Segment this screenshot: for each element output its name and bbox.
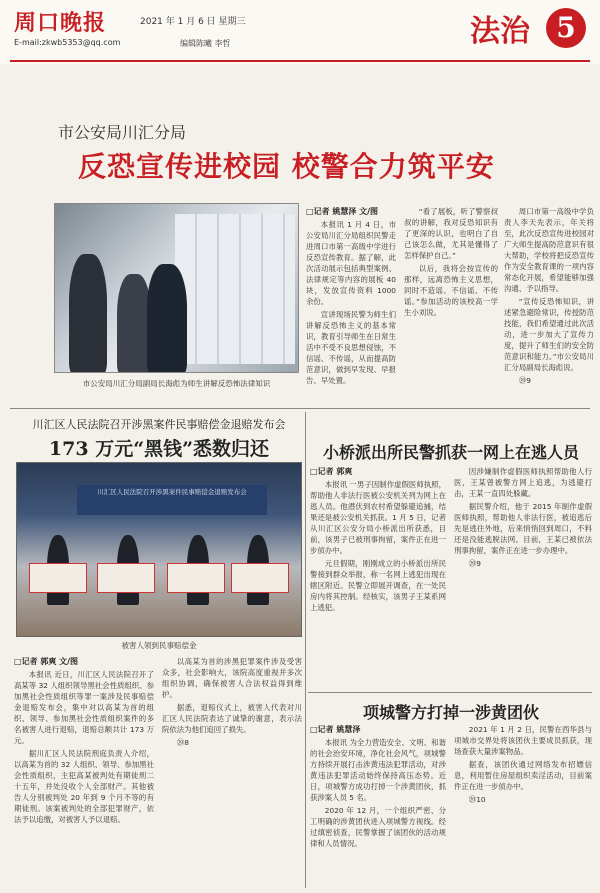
- lead-headline: 反恐宣传进校园 校警合力筑平安: [78, 150, 495, 183]
- lead-photo: [54, 203, 299, 373]
- bottom-column-2: [454, 724, 592, 888]
- student-figure: [117, 274, 151, 373]
- paragraph: 元旦假期，刚刚成立的小桥派出所民警接到群众举报，称一名网上逃犯出现在辖区附近。民警立即展开调查，在一处民房内将其控制。经核实，该男子王某系网上逃犯。: [310, 559, 446, 612]
- paragraph: 宣讲现场民警为师生们讲解反恐怖主义的基本常识，教育引导师生在日常生活中不受不良思想侵蚀，不信谣、不传谣，从而提高防范意识，做到早发现、早报告、早处置。: [306, 310, 396, 385]
- publication-date: 2021 年 1 月 6 日 星期三: [140, 17, 246, 27]
- cheque-board: [231, 563, 289, 593]
- bottom-byline: □记者 姚慧泽: [310, 725, 361, 734]
- display-board: [175, 214, 295, 364]
- section-divider: [10, 408, 590, 409]
- paragraph: 本报讯 为全力营造安全、文明、和谐的社会治安环境，净化社会风气，项城警方持续开展打击涉黄违法犯罪活动，对涉黄违法犯罪活动始终保持高压态势。近日，项城警方成功打掉一个涉黄团伙，抓获涉案人员 5 名。: [310, 738, 446, 802]
- mid-column-2: [454, 466, 592, 690]
- lead-byline: □记者 姚慧泽 文/图: [306, 207, 379, 216]
- lead-column-3: [504, 206, 594, 406]
- paragraph: 以高某为首的涉黑犯罪案件涉及受害众多，社会影响大，该院高度重视并多次组织协调，确保被害人合法权益得到维护。: [162, 657, 302, 699]
- lead-photo-caption: 市公安局川汇分局副局长海彪为师生讲解反恐怖法律知识: [82, 379, 271, 388]
- column-divider: [305, 412, 306, 888]
- paragraph: 据查，该团伙通过网络发布招嫖信息，利用暂住房屋组织卖淫活动，目前案件正在进一步侦办中。: [454, 760, 592, 791]
- cheque-board: [167, 563, 225, 593]
- paragraph: 2021 年 1 月 2 日，民警在西华县与项城市交界处将该团伙主要成员抓获，现场查获大量涉案物品。: [454, 725, 592, 756]
- masthead-rule: [10, 60, 590, 62]
- bottom-headline: 项城警方打掉一涉黄团伙: [362, 703, 539, 722]
- left-subtitle: 川汇区人民法院召开涉黑案件民事赔偿金退赔发布会: [32, 418, 286, 431]
- lead-subtitle: 市公安局川汇分局: [58, 123, 187, 142]
- left-byline: □记者 郭爽 文/图: [14, 657, 79, 666]
- cheque-board: [97, 563, 155, 593]
- section-divider: [308, 692, 592, 693]
- paragraph: 本报讯 1 月 4 日，市公安局川汇分局组织民警走进周口市第一高级中学进行反恐宣传教育。据了解，此次活动展示包括典型案例、法律规定等内容的展板 40 块，发放宣传资料 1000 余份。: [306, 220, 396, 306]
- paragraph: 据悉，退赔仪式上，被害人代表对川汇区人民法院表达了诚挚的谢意，表示法院依法为他们追回了损失。: [162, 703, 302, 734]
- left-photo: [16, 462, 302, 637]
- left-column-2: [162, 656, 302, 888]
- left-headline: 173 万元“黑钱”悉数归还: [48, 438, 270, 460]
- lead-column-1: [306, 206, 396, 406]
- editors-credit: 编辑陈曦 李哲: [180, 39, 231, 48]
- newspaper-logo: 周口晚报: [14, 10, 107, 36]
- end-mark: ⑳9: [468, 559, 481, 568]
- paragraph: 本报讯 近日，川汇区人民法院召开了高某等 32 人组织领导黑社会性质组织、参加黑社会性质组织等罪一案涉及民事赔偿金退赔发布会，集中对以高某为首的组织、领导、参加黑社会性质组织案件的多名被害人进行退赔，退赔总额共计 173 万元。: [14, 670, 154, 745]
- end-mark: ⑳8: [176, 738, 189, 747]
- end-mark: ⑳9: [518, 376, 531, 385]
- paragraph: 本报讯 一男子因制作虚假医师执照，帮助他人非法行医被公安机关列为网上在逃人员。他潜伏到农村希望躲避追捕，结果还是被公安机关抓获。1 月 5 日，记者从川汇区公安分局小桥派出所获悉，目前，该男子已被刑事拘留，案件正在进一步侦办中。: [310, 480, 446, 555]
- cheque-board: [29, 563, 87, 593]
- student-figure: [69, 254, 107, 373]
- paragraph: 2020 年 12 月，一个组织严密、分工明确的涉黄团伙进入项城警方视线。经过缜密侦查，民警掌握了该团伙的活动规律和人员情况。: [310, 806, 446, 848]
- paragraph: 以后，我将会按宣传的那样，远离恐怖主义思想，同时不造谣、不信谣、不传谣。”参加活动的该校高一学生小刘说。: [404, 264, 498, 317]
- paragraph: “看了展板，听了警察叔叔的讲解，我对反恐知识有了更深的认识，也明白了自己该怎么做，尤其是懂得了怎样保护自己。”: [404, 207, 498, 260]
- end-mark: ⑳10: [468, 795, 486, 804]
- left-column-1: [14, 656, 154, 888]
- left-photo-caption: 被害人领到民事赔偿金: [121, 641, 197, 650]
- stage-banner: 川汇区人民法院召开涉黑案件民事赔偿金退赔发布会: [77, 485, 267, 515]
- paragraph: 因涉嫌制作虚假医师执照帮助他人行医，王某曾被警方网上追逃，为逃避打击，王某一直四处躲藏。: [454, 467, 592, 498]
- mid-byline: □记者 郭爽: [310, 467, 353, 476]
- section-title: 法治: [470, 14, 530, 49]
- contact-email: E-mail:zkwb5353@qq.com: [14, 38, 121, 47]
- lead-column-2: [404, 206, 498, 406]
- paragraph: 据川汇区人民法院刑庭负责人介绍，以高某为首的 32 人组织、领导、参加黑社会性质组织，主犯高某被判处有期徒刑二十五年，并处没收个人全部财产。其他被告人分别被判处 20 年到 9 个月不等的有期徒刑。该案被判处的全部犯罪财产，依法予以追缴，对被害人予以退赔。: [14, 749, 154, 824]
- mid-headline: 小桥派出所民警抓获一网上在逃人员: [322, 443, 579, 462]
- bottom-column-1: [310, 724, 446, 888]
- masthead: [0, 0, 600, 64]
- page-number-badge: 5: [546, 8, 586, 48]
- police-officer-figure: [147, 264, 187, 373]
- paragraph: 周口市第一高级中学负责人李天先表示，年关将至，此次反恐宣传进校园对广大师生提高防范意识有很大帮助，学校将把反恐宣传作为安全教育课的一项内容常态化开展，希望能够加强沟通、予以指导。: [504, 207, 594, 293]
- paragraph: “宣传反恐怖知识，讲述紧急避险常识，传授防范技能，我们希望通过此次活动，进一步加大了宣传力度，提升了师生们的安全防范意识和能力。”市公安局川汇分局副局长海彪说。: [504, 297, 594, 372]
- paragraph: 据民警介绍，他于 2015 年制作虚假医师执照，帮助他人非法行医，被追逃后先是逃往外地，后来悄悄回到周口，不料还是没能逃脱法网。目前，王某已被依法刑事拘留，案件正在进一步办理中。: [454, 502, 592, 555]
- mid-column-1: [310, 466, 446, 690]
